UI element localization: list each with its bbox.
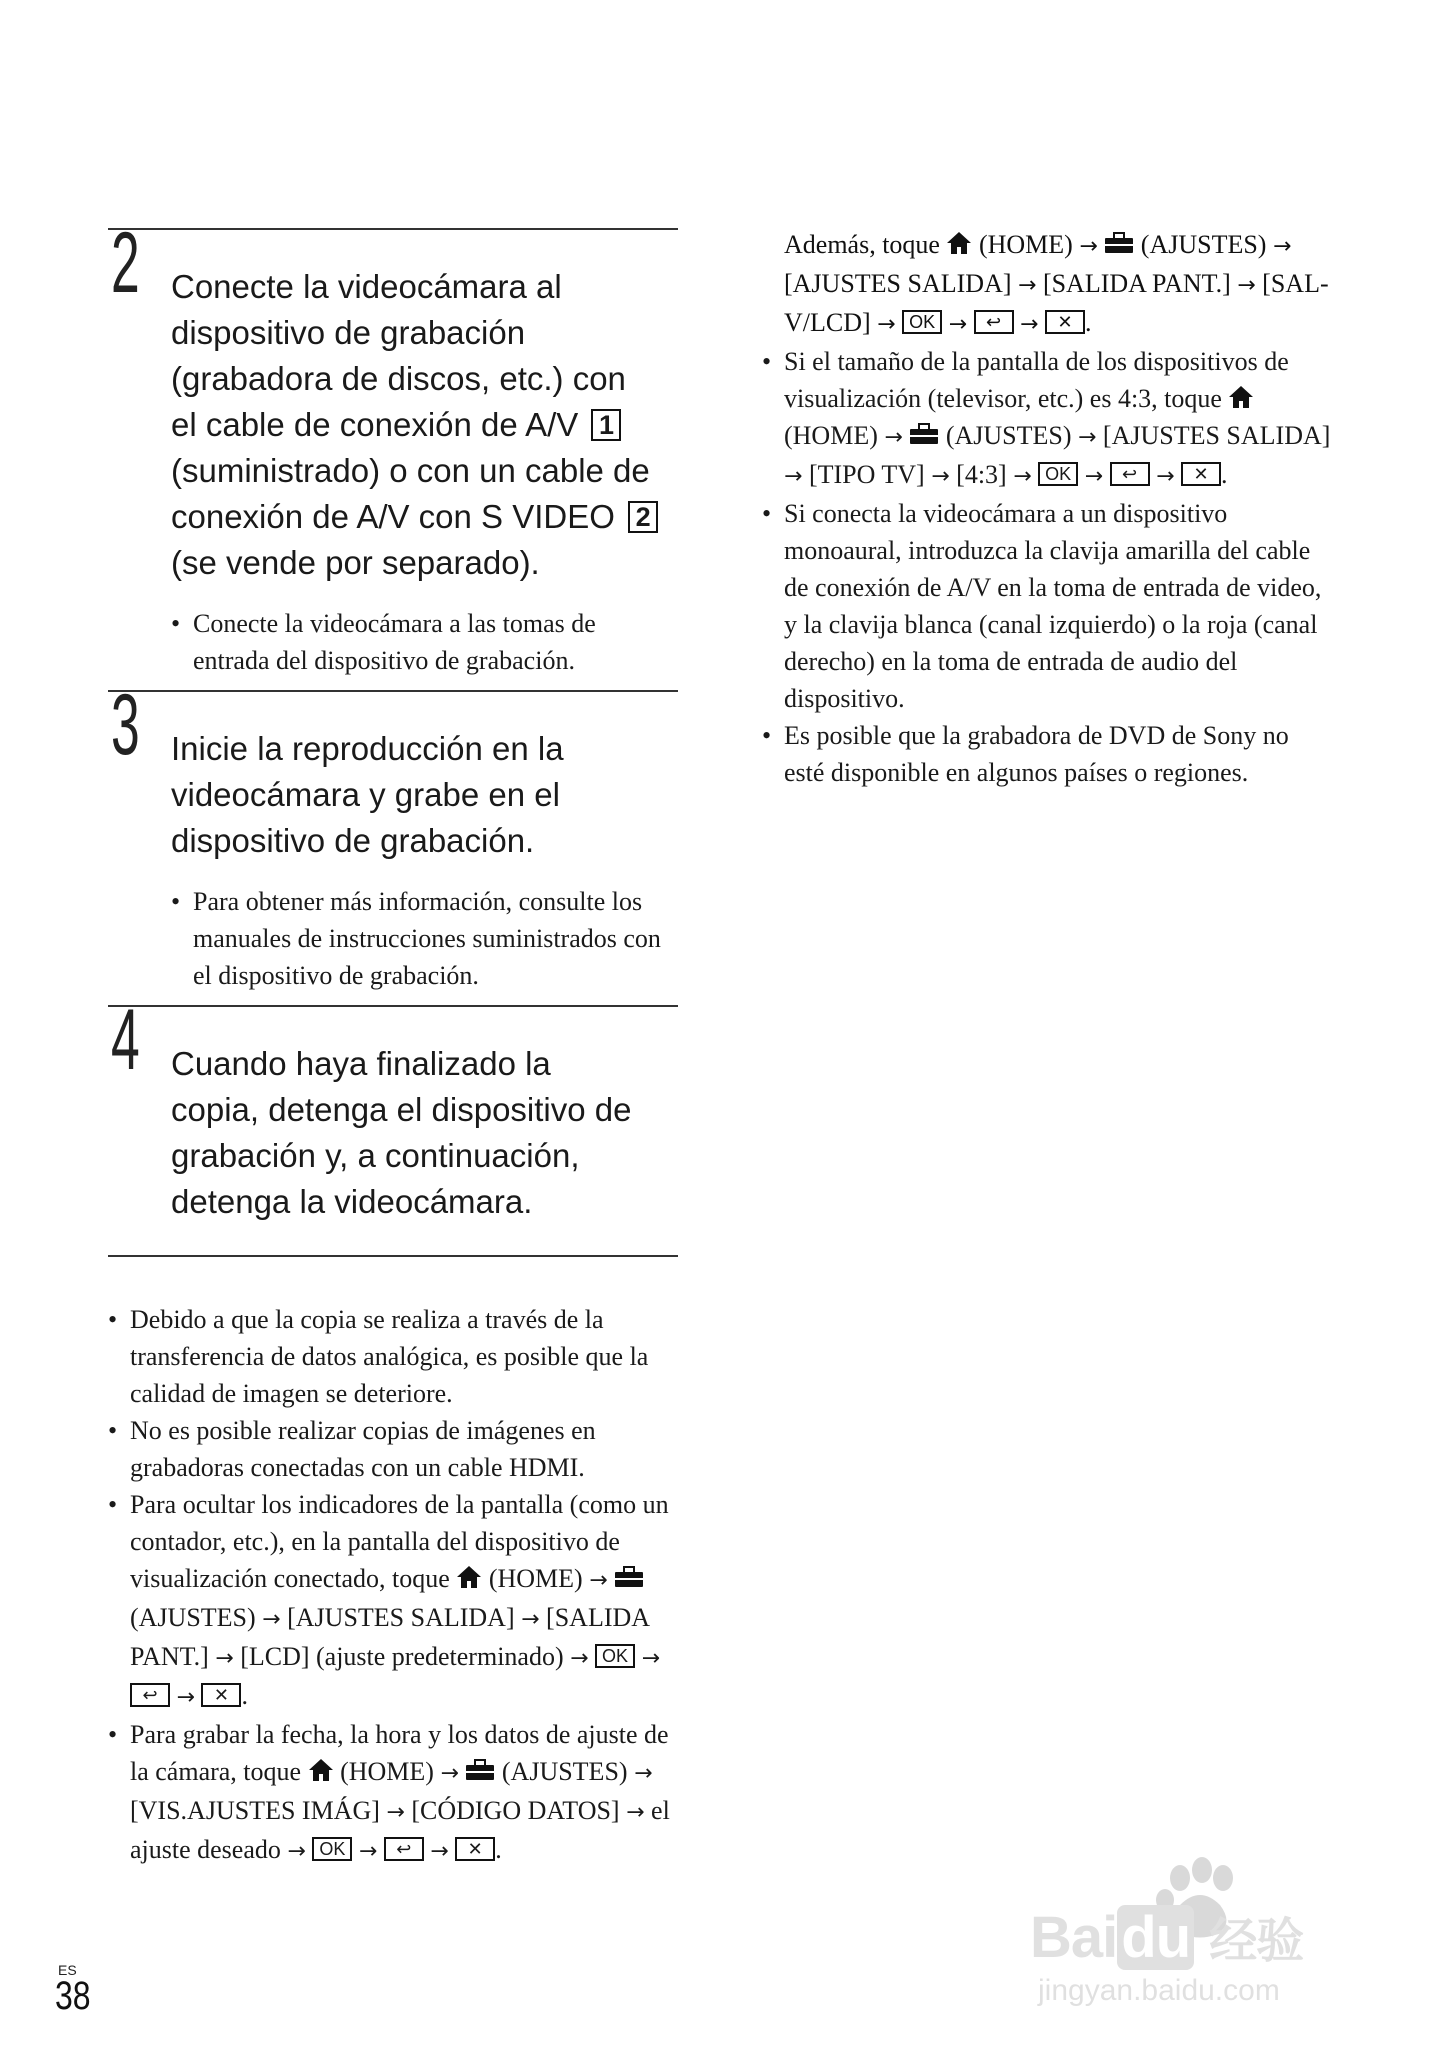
step-3	[108, 677, 678, 1005]
close-button: ✕	[201, 1683, 241, 1707]
arrow-icon: →	[1077, 425, 1097, 450]
arrow-icon: →	[626, 1800, 645, 1825]
arrow-icon: →	[176, 1685, 195, 1710]
arrow-icon: →	[931, 464, 950, 489]
list-item: • Para ocultar los indicadores de la pantalla (como un contador, etc.), en la pantalla del dispositivo de visualización conectado, toque (HOME) → (AJUSTES) → [AJUSTES SALIDA] → [SALIDA PANT.] → [LCD] (ajuste predeterminado) → OK → ↩ → ✕ .	[108, 1486, 678, 1716]
watermark-brand-cn: 经验	[1209, 1913, 1304, 1969]
list-item: • Si el tamaño de la pantalla de los dispositivos de visualización (televisor, etc.) es 4:3, toque (HOME) → (AJUSTES) → [AJUSTES SALIDA] → [TIPO TV] → [4:3] → OK → ↩ → ✕ .	[762, 343, 1332, 495]
list-item: • Es posible que la grabadora de DVD de Sony no esté disponible en algunos países o regiones.	[762, 717, 1332, 791]
return-button: ↩	[384, 1837, 424, 1861]
right-column	[762, 228, 1332, 791]
home-icon	[308, 1758, 334, 1782]
arrow-icon: →	[1272, 234, 1292, 259]
home-icon	[946, 231, 972, 255]
list-item: • No es posible realizar copias de imágenes en grabadoras conectadas con un cable HDMI.	[108, 1412, 678, 1486]
callout-2: 2	[628, 501, 658, 533]
arrow-icon: →	[877, 312, 896, 337]
arrow-icon: →	[1237, 273, 1256, 298]
step-number: 2	[111, 215, 140, 311]
left-column	[108, 215, 678, 1870]
watermark-brand: Bai	[1030, 1905, 1118, 1970]
toolbox-icon	[465, 1759, 495, 1781]
return-button: ↩	[130, 1683, 170, 1707]
step-2-notes	[171, 605, 678, 679]
toolbox-icon	[909, 423, 939, 445]
arrow-icon: →	[1013, 464, 1032, 489]
arrow-icon: →	[287, 1839, 306, 1864]
ok-button: OK	[312, 1837, 352, 1861]
toolbox-icon	[1104, 232, 1134, 254]
page-number: 38	[55, 1974, 91, 2018]
baidu-watermark	[1030, 1850, 1370, 2010]
arrow-icon: →	[641, 1646, 660, 1671]
intro-paragraph: Además, toque (HOME) → (AJUSTES) → [AJUSTES SALIDA] → [SALIDA PANT.] → [SAL-V/LCD] → OK → ↩ → ✕ .	[784, 230, 1329, 337]
close-button: ✕	[455, 1837, 495, 1861]
arrow-icon: →	[570, 1646, 589, 1671]
step-title: Inicie la reproducción en la videocámara y grabe en el dispositivo de grabación.	[171, 730, 564, 859]
notes-list	[108, 1301, 678, 1870]
close-button: ✕	[1045, 310, 1085, 334]
close-button: ✕	[1181, 462, 1221, 486]
arrow-icon: →	[1156, 464, 1175, 489]
arrow-icon: →	[215, 1646, 234, 1671]
home-icon	[1228, 385, 1254, 409]
arrow-icon: →	[884, 425, 903, 450]
right-notes-list	[762, 343, 1332, 791]
home-icon	[456, 1565, 482, 1589]
arrow-icon: →	[1018, 273, 1037, 298]
list-item: • Debido a que la copia se realiza a través de la transferencia de datos analógica, es posible que la calidad de imagen se deteriore.	[108, 1301, 678, 1412]
arrow-icon: →	[1020, 312, 1039, 337]
page-language: ES	[58, 1962, 77, 1978]
toolbox-icon	[614, 1566, 644, 1588]
list-item: • Para grabar la fecha, la hora y los datos de ajuste de la cámara, toque (HOME) → (AJUSTES) → [VIS.AJUSTES IMÁG] → [CÓDIGO DATOS] → el ajuste deseado → OK → ↩ → ✕ .	[108, 1716, 678, 1870]
ok-button: OK	[902, 310, 942, 334]
step-2	[108, 215, 678, 690]
watermark-brand-2: du	[1117, 1905, 1194, 1970]
list-item: • Si conecta la videocámara a un dispositivo monoaural, introduzca la clavija amarilla del cable de conexión de A/V en la toma de entrada de video, y la clavija blanca (canal izquierdo) o la roja (canal derecho) en la toma de entrada de audio del dispositivo.	[762, 495, 1332, 717]
arrow-icon: →	[440, 1761, 459, 1786]
arrow-icon: →	[784, 464, 803, 489]
arrow-icon: →	[430, 1839, 449, 1864]
return-button: ↩	[1110, 462, 1150, 486]
step-title: Cuando haya finalizado la copia, detenga el dispositivo de grabación y, a continuación, detenga la videocámara.	[171, 1045, 632, 1220]
arrow-icon: →	[589, 1568, 608, 1593]
step-4	[108, 992, 678, 1257]
arrow-icon: →	[358, 1839, 378, 1864]
arrow-icon: →	[521, 1607, 540, 1632]
ok-button: OK	[595, 1644, 635, 1668]
list-item: • Conecte la videocámara a las tomas de entrada del dispositivo de grabación.	[171, 605, 678, 679]
step-title: Conecte la videocámara al dispositivo de grabación (grabadora de discos, etc.) con el cable de conexión de A/V 1 (suministrado) o con un cable de conexión de A/V con S VIDEO 2 (se vende por separado).	[171, 230, 678, 586]
callout-1: 1	[591, 409, 621, 441]
arrow-icon: →	[1079, 234, 1098, 259]
arrow-icon: →	[948, 312, 968, 337]
arrow-icon: →	[1084, 464, 1104, 489]
return-button: ↩	[974, 310, 1014, 334]
arrow-icon: →	[386, 1800, 405, 1825]
arrow-icon: →	[634, 1761, 653, 1786]
list-item: • Para obtener más información, consulte los manuales de instrucciones suministrados con el dispositivo de grabación.	[171, 883, 678, 994]
step-number: 3	[111, 677, 140, 773]
step-number: 4	[111, 992, 140, 1088]
arrow-icon: →	[262, 1607, 281, 1632]
step-3-notes	[171, 883, 678, 994]
watermark-url: jingyan.baidu.com	[1038, 1974, 1280, 2007]
ok-button: OK	[1038, 462, 1078, 486]
